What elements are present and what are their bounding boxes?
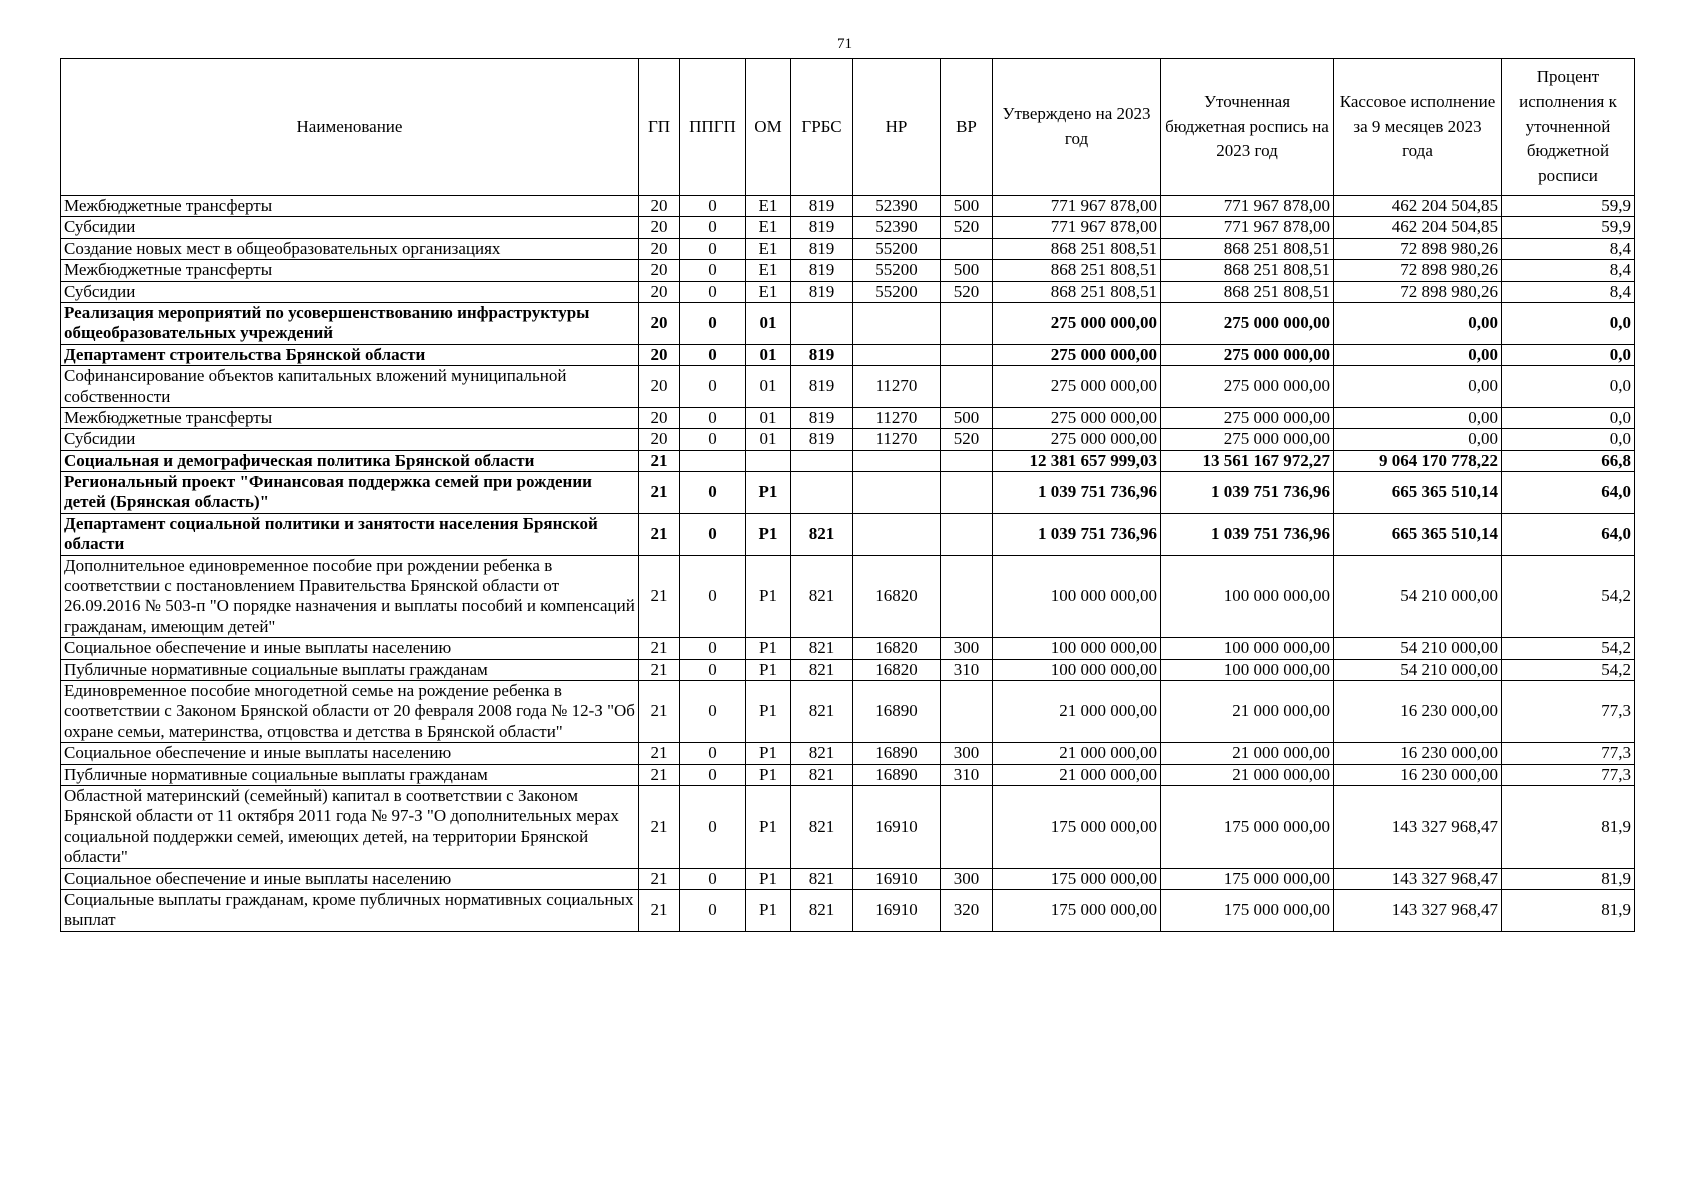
cell-percent: 81,9 [1502,889,1635,931]
cell-vr [941,344,993,365]
table-body [61,196,1635,932]
cell-ppgp: 0 [680,659,746,680]
cell-gp: 21 [639,785,680,868]
cell-grbs: 819 [791,217,853,238]
cell-vr: 500 [941,407,993,428]
cell-name: Социальное обеспечение и иные выплаты населению [61,868,639,889]
cell-gp: 20 [639,302,680,344]
cell-nr [853,344,941,365]
cell-gp: 20 [639,366,680,408]
cell-name: Субсидии [61,217,639,238]
cell-name: Межбюджетные трансферты [61,196,639,217]
cell-vr: 310 [941,764,993,785]
cell-grbs: 819 [791,260,853,281]
cell-om: Р1 [746,743,791,764]
cell-grbs: 819 [791,429,853,450]
cell-nr: 11270 [853,429,941,450]
cell-approved: 275 000 000,00 [993,366,1161,408]
cell-name: Дополнительное единовременное пособие при рождении ребенка в соответствии с постановлением Правительства Брянской области от 26.09.2016 № 503-п "О порядке назначения и выплаты пособий и компенсаций гражданам, имеющим детей" [61,555,639,638]
cell-name: Департамент социальной политики и занятости населения Брянской области [61,513,639,555]
cell-vr: 500 [941,196,993,217]
cell-vr [941,302,993,344]
header-gp: ГП [639,59,680,196]
cell-name: Социальное обеспечение и иные выплаты населению [61,743,639,764]
cell-percent: 8,4 [1502,238,1635,259]
cell-name: Софинансирование объектов капитальных вложений муниципальной собственности [61,366,639,408]
cell-nr: 52390 [853,217,941,238]
cell-gp: 21 [639,680,680,742]
cell-revised: 100 000 000,00 [1161,638,1334,659]
cell-approved: 100 000 000,00 [993,555,1161,638]
cell-nr [853,302,941,344]
cell-om [746,450,791,471]
cell-nr: 55200 [853,281,941,302]
cell-percent: 64,0 [1502,472,1635,514]
cell-executed: 0,00 [1334,407,1502,428]
cell-om: 01 [746,366,791,408]
header-revised: Уточненная бюджетная роспись на 2023 год [1161,59,1334,196]
cell-ppgp: 0 [680,260,746,281]
cell-approved: 12 381 657 999,03 [993,450,1161,471]
table-row [61,743,1635,764]
cell-approved: 175 000 000,00 [993,868,1161,889]
cell-grbs: 819 [791,281,853,302]
cell-vr: 520 [941,217,993,238]
cell-revised: 21 000 000,00 [1161,743,1334,764]
table-row [61,344,1635,365]
cell-om: Р1 [746,868,791,889]
header-executed: Кассовое исполнение за 9 месяцев 2023 года [1334,59,1502,196]
cell-approved: 21 000 000,00 [993,680,1161,742]
cell-ppgp: 0 [680,429,746,450]
cell-gp: 21 [639,472,680,514]
cell-revised: 868 251 808,51 [1161,281,1334,302]
cell-vr: 300 [941,638,993,659]
cell-om: Р1 [746,472,791,514]
cell-revised: 771 967 878,00 [1161,196,1334,217]
cell-om: Р1 [746,513,791,555]
cell-executed: 72 898 980,26 [1334,281,1502,302]
table-row [61,868,1635,889]
header-name: Наименование [61,59,639,196]
cell-name: Межбюджетные трансферты [61,260,639,281]
cell-nr: 16820 [853,659,941,680]
header-vr: ВР [941,59,993,196]
cell-name: Социальное обеспечение и иные выплаты населению [61,638,639,659]
cell-gp: 20 [639,429,680,450]
cell-om: Р1 [746,659,791,680]
cell-gp: 20 [639,344,680,365]
cell-om: 01 [746,344,791,365]
cell-name: Региональный проект "Финансовая поддержка семей при рождении детей (Брянская область)" [61,472,639,514]
table-row [61,366,1635,408]
cell-nr [853,513,941,555]
cell-ppgp: 0 [680,472,746,514]
cell-ppgp: 0 [680,785,746,868]
page-number: 71 [837,36,852,52]
cell-name: Субсидии [61,281,639,302]
table-row [61,513,1635,555]
cell-revised: 275 000 000,00 [1161,366,1334,408]
cell-percent: 0,0 [1502,407,1635,428]
cell-om: Р1 [746,889,791,931]
cell-grbs: 821 [791,889,853,931]
cell-om: Р1 [746,764,791,785]
table-row [61,429,1635,450]
cell-ppgp: 0 [680,196,746,217]
cell-gp: 20 [639,407,680,428]
cell-percent: 77,3 [1502,743,1635,764]
cell-gp: 20 [639,196,680,217]
cell-vr [941,785,993,868]
cell-percent: 77,3 [1502,764,1635,785]
cell-om: 01 [746,407,791,428]
cell-gp: 20 [639,238,680,259]
cell-vr [941,555,993,638]
cell-ppgp: 0 [680,638,746,659]
header-percent: Процент исполнения к уточненной бюджетной росписи [1502,59,1635,196]
cell-ppgp: 0 [680,868,746,889]
cell-name: Реализация мероприятий по усовершенствованию инфраструктуры общеобразовательных учреждений [61,302,639,344]
cell-grbs: 821 [791,680,853,742]
cell-executed: 143 327 968,47 [1334,785,1502,868]
table-row [61,450,1635,471]
cell-vr [941,366,993,408]
cell-revised: 275 000 000,00 [1161,429,1334,450]
cell-nr: 52390 [853,196,941,217]
cell-executed: 143 327 968,47 [1334,868,1502,889]
cell-percent: 0,0 [1502,344,1635,365]
cell-executed: 0,00 [1334,429,1502,450]
cell-nr [853,472,941,514]
cell-vr [941,472,993,514]
cell-ppgp: 0 [680,281,746,302]
cell-ppgp: 0 [680,366,746,408]
cell-percent: 54,2 [1502,638,1635,659]
cell-approved: 275 000 000,00 [993,344,1161,365]
table-row [61,764,1635,785]
cell-executed: 462 204 504,85 [1334,196,1502,217]
cell-grbs: 821 [791,743,853,764]
cell-grbs [791,302,853,344]
cell-gp: 21 [639,513,680,555]
cell-nr: 55200 [853,260,941,281]
cell-approved: 100 000 000,00 [993,638,1161,659]
cell-percent: 0,0 [1502,366,1635,408]
cell-nr: 11270 [853,407,941,428]
cell-ppgp: 0 [680,407,746,428]
cell-grbs [791,450,853,471]
cell-revised: 21 000 000,00 [1161,680,1334,742]
cell-vr: 300 [941,868,993,889]
cell-approved: 771 967 878,00 [993,196,1161,217]
cell-approved: 21 000 000,00 [993,764,1161,785]
cell-nr: 16910 [853,785,941,868]
cell-executed: 16 230 000,00 [1334,680,1502,742]
cell-vr: 500 [941,260,993,281]
header-grbs: ГРБС [791,59,853,196]
table-row [61,889,1635,931]
cell-gp: 20 [639,260,680,281]
cell-name: Единовременное пособие многодетной семье на рождение ребенка в соответствии с Законом Брянской области от 20 февраля 2008 года № 12-З "Об охране семьи, материнства, отцовства и детства в Брянской области" [61,680,639,742]
cell-executed: 54 210 000,00 [1334,638,1502,659]
cell-om: Е1 [746,196,791,217]
cell-ppgp: 0 [680,302,746,344]
cell-percent: 54,2 [1502,659,1635,680]
cell-executed: 72 898 980,26 [1334,260,1502,281]
table-row [61,260,1635,281]
cell-name: Социальные выплаты гражданам, кроме публичных нормативных социальных выплат [61,889,639,931]
cell-vr [941,238,993,259]
cell-nr: 55200 [853,238,941,259]
cell-percent: 59,9 [1502,196,1635,217]
cell-revised: 771 967 878,00 [1161,217,1334,238]
cell-name: Департамент строительства Брянской области [61,344,639,365]
table-row [61,407,1635,428]
cell-grbs: 821 [791,764,853,785]
cell-approved: 868 251 808,51 [993,238,1161,259]
cell-gp: 20 [639,217,680,238]
cell-vr: 520 [941,281,993,302]
cell-ppgp: 0 [680,889,746,931]
cell-nr: 16890 [853,743,941,764]
cell-om: Р1 [746,555,791,638]
cell-executed: 54 210 000,00 [1334,659,1502,680]
cell-grbs: 821 [791,555,853,638]
cell-om: Р1 [746,638,791,659]
cell-percent: 66,8 [1502,450,1635,471]
cell-executed: 0,00 [1334,366,1502,408]
cell-name: Областной материнский (семейный) капитал в соответствии с Законом Брянской области от 11 октября 2011 года № 97-З "О дополнительных мерах социальной поддержки семей, имеющих детей, на территории Брянской области" [61,785,639,868]
cell-grbs: 821 [791,638,853,659]
cell-nr: 16910 [853,889,941,931]
cell-name: Социальная и демографическая политика Брянской области [61,450,639,471]
cell-name: Создание новых мест в общеобразовательных организациях [61,238,639,259]
cell-percent: 0,0 [1502,429,1635,450]
cell-grbs: 821 [791,868,853,889]
cell-grbs: 819 [791,366,853,408]
cell-ppgp: 0 [680,764,746,785]
cell-approved: 1 039 751 736,96 [993,513,1161,555]
cell-grbs: 819 [791,238,853,259]
cell-name: Публичные нормативные социальные выплаты гражданам [61,764,639,785]
cell-approved: 275 000 000,00 [993,429,1161,450]
cell-approved: 771 967 878,00 [993,217,1161,238]
cell-revised: 1 039 751 736,96 [1161,472,1334,514]
cell-nr: 11270 [853,366,941,408]
header-ppgp: ППГП [680,59,746,196]
budget-table [60,58,1635,932]
cell-nr [853,450,941,471]
cell-ppgp: 0 [680,217,746,238]
cell-om: Р1 [746,680,791,742]
cell-grbs [791,472,853,514]
cell-revised: 175 000 000,00 [1161,785,1334,868]
cell-percent: 81,9 [1502,785,1635,868]
cell-gp: 21 [639,450,680,471]
cell-revised: 275 000 000,00 [1161,344,1334,365]
cell-revised: 275 000 000,00 [1161,302,1334,344]
table-row [61,217,1635,238]
cell-grbs: 819 [791,344,853,365]
cell-executed: 16 230 000,00 [1334,743,1502,764]
cell-vr [941,513,993,555]
cell-vr: 520 [941,429,993,450]
cell-revised: 868 251 808,51 [1161,260,1334,281]
cell-percent: 54,2 [1502,555,1635,638]
cell-om: Е1 [746,260,791,281]
cell-gp: 21 [639,638,680,659]
table-row [61,659,1635,680]
cell-revised: 21 000 000,00 [1161,764,1334,785]
cell-revised: 175 000 000,00 [1161,868,1334,889]
table-row [61,302,1635,344]
cell-om: 01 [746,429,791,450]
cell-gp: 21 [639,743,680,764]
table-row [61,638,1635,659]
cell-vr: 310 [941,659,993,680]
cell-percent: 81,9 [1502,868,1635,889]
table-row [61,555,1635,638]
cell-executed: 54 210 000,00 [1334,555,1502,638]
cell-ppgp: 0 [680,513,746,555]
cell-percent: 64,0 [1502,513,1635,555]
cell-grbs: 821 [791,513,853,555]
table-row [61,680,1635,742]
cell-executed: 9 064 170 778,22 [1334,450,1502,471]
cell-gp: 21 [639,889,680,931]
cell-revised: 13 561 167 972,27 [1161,450,1334,471]
cell-revised: 868 251 808,51 [1161,238,1334,259]
cell-approved: 175 000 000,00 [993,889,1161,931]
cell-name: Публичные нормативные социальные выплаты гражданам [61,659,639,680]
cell-nr: 16820 [853,555,941,638]
cell-grbs: 821 [791,785,853,868]
cell-gp: 21 [639,555,680,638]
cell-revised: 175 000 000,00 [1161,889,1334,931]
cell-ppgp: 0 [680,344,746,365]
cell-approved: 1 039 751 736,96 [993,472,1161,514]
cell-executed: 462 204 504,85 [1334,217,1502,238]
cell-grbs: 821 [791,659,853,680]
cell-gp: 21 [639,868,680,889]
cell-vr [941,680,993,742]
cell-ppgp: 0 [680,680,746,742]
cell-gp: 21 [639,659,680,680]
cell-om: 01 [746,302,791,344]
table-row [61,472,1635,514]
header-approved: Утверждено на 2023 год [993,59,1161,196]
table-row [61,785,1635,868]
table-row [61,281,1635,302]
cell-nr: 16910 [853,868,941,889]
cell-ppgp [680,450,746,471]
cell-ppgp: 0 [680,743,746,764]
cell-om: Е1 [746,238,791,259]
cell-name: Межбюджетные трансферты [61,407,639,428]
cell-name: Субсидии [61,429,639,450]
cell-approved: 175 000 000,00 [993,785,1161,868]
cell-grbs: 819 [791,407,853,428]
cell-grbs: 819 [791,196,853,217]
cell-revised: 1 039 751 736,96 [1161,513,1334,555]
cell-ppgp: 0 [680,555,746,638]
cell-vr: 320 [941,889,993,931]
cell-approved: 868 251 808,51 [993,260,1161,281]
cell-om: Е1 [746,217,791,238]
cell-approved: 21 000 000,00 [993,743,1161,764]
header-nr: НР [853,59,941,196]
cell-executed: 0,00 [1334,302,1502,344]
cell-gp: 20 [639,281,680,302]
cell-revised: 100 000 000,00 [1161,659,1334,680]
cell-approved: 275 000 000,00 [993,302,1161,344]
cell-percent: 8,4 [1502,281,1635,302]
cell-ppgp: 0 [680,238,746,259]
cell-percent: 0,0 [1502,302,1635,344]
cell-approved: 100 000 000,00 [993,659,1161,680]
cell-nr: 16820 [853,638,941,659]
cell-revised: 275 000 000,00 [1161,407,1334,428]
cell-percent: 8,4 [1502,260,1635,281]
cell-executed: 665 365 510,14 [1334,472,1502,514]
cell-vr [941,450,993,471]
cell-gp: 21 [639,764,680,785]
cell-om: Р1 [746,785,791,868]
cell-approved: 868 251 808,51 [993,281,1161,302]
table-row [61,196,1635,217]
cell-vr: 300 [941,743,993,764]
cell-approved: 275 000 000,00 [993,407,1161,428]
cell-executed: 72 898 980,26 [1334,238,1502,259]
header-om: ОМ [746,59,791,196]
cell-om: Е1 [746,281,791,302]
cell-executed: 16 230 000,00 [1334,764,1502,785]
table-row [61,238,1635,259]
cell-executed: 143 327 968,47 [1334,889,1502,931]
header-row [61,59,1635,196]
cell-percent: 59,9 [1502,217,1635,238]
cell-revised: 100 000 000,00 [1161,555,1334,638]
cell-executed: 0,00 [1334,344,1502,365]
cell-nr: 16890 [853,764,941,785]
cell-executed: 665 365 510,14 [1334,513,1502,555]
cell-nr: 16890 [853,680,941,742]
cell-percent: 77,3 [1502,680,1635,742]
